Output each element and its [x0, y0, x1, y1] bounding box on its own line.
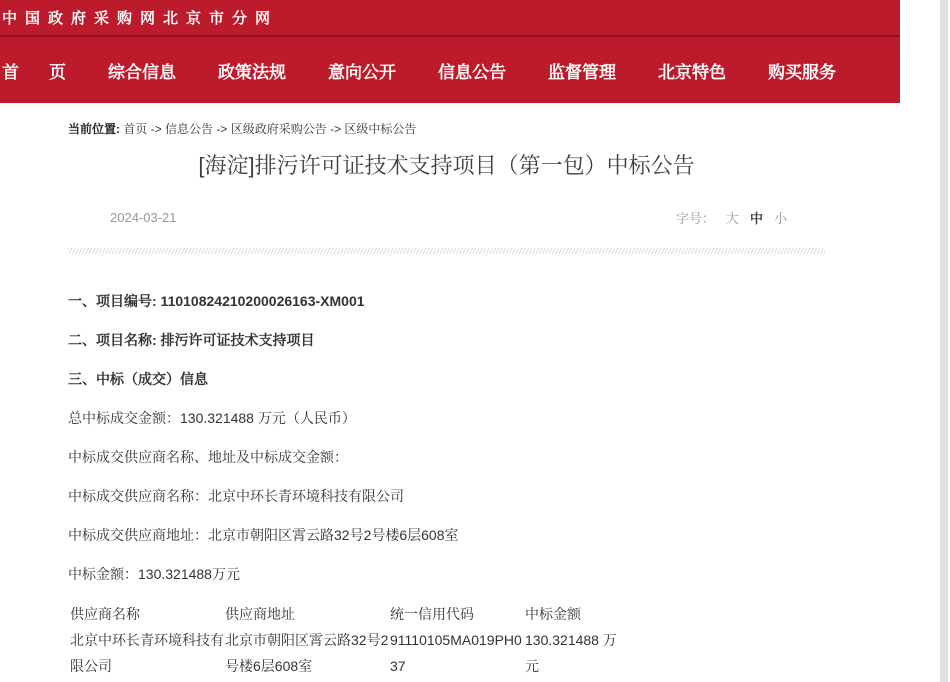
table-cell-0-0: 北京中环长青环境科技有限公司: [70, 632, 224, 674]
table-cell-0-3: 130.321488 万元: [525, 632, 617, 674]
nav-item-6[interactable]: 北京特色: [658, 62, 726, 82]
hatched-divider: [68, 248, 825, 254]
paragraph-0: 一、项目编号: 11010824210200026163-XM001: [68, 293, 365, 309]
nav-item-5[interactable]: 监督管理: [548, 62, 616, 82]
nav-item-1[interactable]: 综合信息: [108, 62, 176, 82]
breadcrumb-item-0[interactable]: 首页: [123, 122, 148, 136]
breadcrumb-item-3[interactable]: 区级中标公告: [344, 122, 417, 136]
table-row: [70, 627, 625, 679]
publish-date: 2024-03-21: [110, 210, 177, 225]
nav-item-4[interactable]: 信息公告: [438, 62, 506, 82]
font-size-option-2[interactable]: 小: [773, 211, 787, 226]
nav-item-2[interactable]: 政策法规: [218, 62, 286, 82]
breadcrumb-trail: [123, 122, 416, 136]
main-content: [68, 120, 825, 679]
breadcrumb-separator: ->: [326, 122, 345, 136]
breadcrumb-label: 当前位置:: [68, 122, 120, 136]
article-body: [68, 294, 825, 582]
vertical-scrollbar[interactable]: [940, 0, 948, 682]
breadcrumb-item-1[interactable]: 信息公告: [165, 122, 214, 136]
suppliers-table: [70, 597, 625, 679]
nav-item-0[interactable]: 首页: [2, 62, 96, 82]
table-cell-0-1: 北京市朝阳区霄云路32号2号楼6层608室: [225, 632, 389, 674]
paragraph-2: 三、中标（成交）信息: [68, 371, 208, 387]
breadcrumb-separator: ->: [147, 122, 166, 136]
paragraph-5: 中标成交供应商名称：北京中环长青环境科技有限公司: [68, 488, 404, 504]
font-size-control: [676, 208, 787, 227]
nav-item-3[interactable]: 意向公开: [328, 62, 396, 82]
breadcrumb: [68, 120, 825, 137]
table-header-row: [70, 597, 625, 627]
paragraph-1: 二、项目名称: 排污许可证技术支持项目: [68, 332, 315, 348]
article-meta: [68, 208, 825, 227]
table-header-0: 供应商名称: [70, 606, 140, 622]
site-title-bar: [0, 0, 900, 37]
paragraph-6: 中标成交供应商地址：北京市朝阳区霄云路32号2号楼6层608室: [68, 527, 459, 543]
font-size-option-0[interactable]: 大: [725, 211, 739, 226]
font-size-option-1[interactable]: 中: [749, 211, 763, 226]
site-header: [0, 0, 900, 103]
breadcrumb-separator: ->: [213, 122, 231, 136]
table-cell-0-2: 91110105MA019PH037: [390, 632, 522, 674]
table-header-2: 统一信用代码: [390, 606, 474, 622]
nav-item-7[interactable]: 购买服务: [768, 62, 836, 82]
paragraph-7: 中标金额：130.321488万元: [68, 566, 240, 582]
font-size-label: 字号：: [675, 211, 715, 226]
table-header-3: 中标金额: [525, 606, 581, 622]
breadcrumb-item-2[interactable]: 区级政府采购公告: [230, 122, 327, 136]
paragraph-3: 总中标成交金额：130.321488 万元（人民币）: [68, 410, 356, 426]
table-body: [70, 627, 625, 679]
page-title: [海淀]排污许可证技术支持项目（第一包）中标公告: [198, 153, 695, 178]
site-name: 中国政府采购网北京市分网: [2, 10, 279, 27]
paragraph-4: 中标成交供应商名称、地址及中标成交金额：: [68, 449, 348, 465]
main-nav: [0, 37, 900, 103]
table-header-1: 供应商地址: [225, 606, 295, 622]
